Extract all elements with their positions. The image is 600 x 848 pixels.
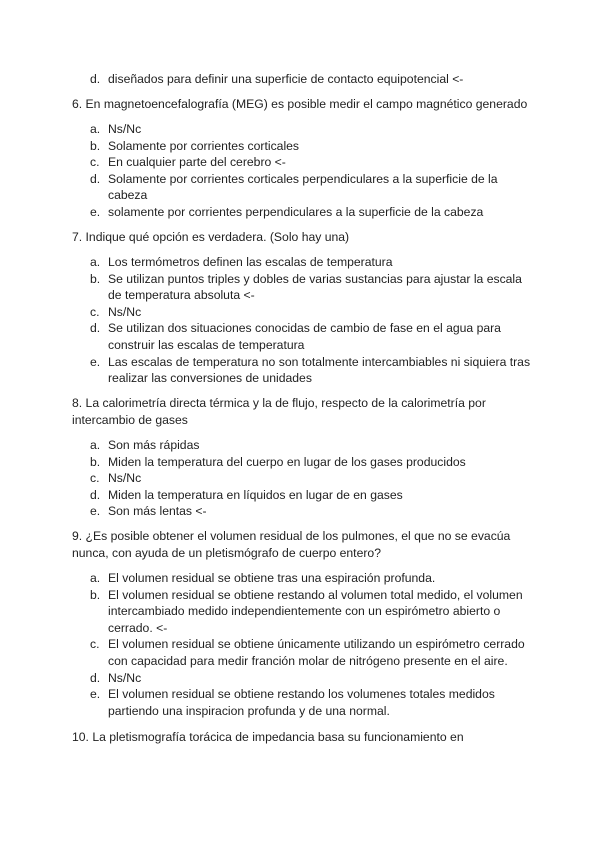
question-text: 7. Indique qué opción es verdadera. (Solo hay una)	[72, 230, 350, 244]
option-text: Las escalas de temperatura no son totalmente intercambiables ni siquiera tras realizar las conversiones de unidades	[108, 354, 531, 386]
option-b	[72, 138, 532, 155]
option-a	[72, 437, 532, 454]
option-d	[72, 71, 532, 88]
question-9-options	[72, 570, 532, 719]
option-c	[72, 470, 532, 487]
option-text: Son más lentas <-	[108, 504, 207, 519]
option-text: Son más rápidas	[108, 438, 200, 452]
option-letter: c.	[90, 471, 100, 486]
option-c	[72, 154, 532, 171]
option-letter: b.	[90, 271, 101, 286]
option-list	[72, 570, 532, 719]
option-text: Se utilizan puntos triples y dobles de varias sustancias para ajustar la escala de temperatura absoluta <-	[108, 271, 522, 303]
question-8	[72, 395, 542, 428]
option-d	[72, 171, 532, 204]
option-e	[72, 204, 532, 221]
option-letter: a.	[90, 571, 101, 585]
question-7-options	[72, 254, 532, 387]
question-10	[72, 729, 542, 746]
option-list	[72, 121, 532, 221]
option-letter: d.	[90, 72, 101, 86]
option-text: Ns/Nc	[108, 304, 142, 319]
option-letter: a.	[90, 438, 101, 452]
option-text: En cualquier parte del cerebro <-	[108, 155, 286, 170]
option-d	[72, 670, 532, 687]
option-list	[72, 254, 532, 387]
option-text: solamente por corrientes perpendiculares a la superficie de la cabeza	[108, 204, 484, 219]
option-e	[72, 686, 532, 719]
option-d	[72, 487, 532, 504]
option-a	[72, 254, 532, 271]
option-a	[72, 121, 532, 138]
option-text: Solamente por corrientes corticales	[108, 138, 300, 153]
option-text: El volumen residual se obtiene tras una espiración profunda.	[108, 571, 436, 585]
question-8-options	[72, 437, 532, 520]
option-letter: e.	[90, 687, 101, 702]
option-text: diseñados para definir una superficie de contacto equipotencial <-	[108, 72, 464, 86]
option-a	[72, 570, 532, 587]
option-letter: b.	[90, 587, 101, 602]
option-text: Ns/Nc	[108, 471, 142, 486]
option-list	[72, 71, 532, 88]
option-letter: a.	[90, 255, 101, 269]
option-text: Miden la temperatura en líquidos en lugar de en gases	[108, 487, 403, 502]
option-d	[72, 320, 532, 353]
option-text: El volumen residual se obtiene restando los volumenes totales medidos partiendo una inspiracion profunda y de una normal.	[108, 687, 495, 718]
option-letter: e.	[90, 504, 101, 519]
option-c	[72, 304, 532, 321]
option-text: Solamente por corrientes corticales perpendiculares a la superficie de la cabeza	[108, 171, 498, 203]
option-text: El volumen residual se obtiene únicamente utilizando un espirómetro cerrado con capacidad para medir franción molar de nitrógeno presente en el aire.	[108, 637, 525, 668]
option-e	[72, 503, 532, 520]
option-text: Se utilizan dos situaciones conocidas de cambio de fase en el agua para construir las escalas de temperatura	[108, 321, 501, 352]
question-6-options	[72, 121, 532, 221]
option-e	[72, 354, 532, 387]
option-letter: d.	[90, 171, 101, 186]
option-letter: d.	[90, 321, 101, 336]
option-letter: c.	[90, 304, 100, 319]
question-5-tail	[72, 71, 532, 88]
question-9	[72, 528, 542, 561]
option-letter: b.	[90, 454, 101, 469]
option-text: El volumen residual se obtiene restando al volumen total medido, el volumen intercambiado medido independientemente con un espirómetro abierto o cerrado. <-	[108, 587, 523, 635]
option-letter: e.	[90, 204, 101, 219]
question-text: 6. En magnetoencefalografía (MEG) es posible medir el campo magnético generado	[72, 97, 528, 111]
option-b	[72, 587, 532, 637]
question-7	[72, 229, 542, 246]
question-6	[72, 96, 542, 113]
option-text: Ns/Nc	[108, 122, 142, 136]
option-letter: d.	[90, 487, 101, 502]
option-letter: e.	[90, 354, 101, 369]
option-b	[72, 271, 532, 304]
question-text: 10. La pletismografía torácica de impedancia basa su funcionamiento en	[72, 730, 464, 744]
option-b	[72, 454, 532, 471]
option-letter: c.	[90, 155, 100, 170]
option-c	[72, 636, 532, 669]
question-text: 8. La calorimetría directa térmica y la de flujo, respecto de la calorimetría por intercambio de gases	[72, 396, 486, 427]
question-text: 9. ¿Es posible obtener el volumen residual de los pulmones, el que no se evacúa nunca, con ayuda de un pletismógrafo de cuerpo entero?	[72, 529, 511, 560]
option-letter: d.	[90, 670, 101, 685]
option-list	[72, 437, 532, 520]
option-letter: a.	[90, 122, 101, 136]
option-text: Miden la temperatura del cuerpo en lugar de los gases producidos	[108, 454, 466, 469]
option-text: Los termómetros definen las escalas de temperatura	[108, 255, 393, 269]
option-letter: c.	[90, 637, 100, 652]
option-text: Ns/Nc	[108, 670, 142, 685]
option-letter: b.	[90, 138, 101, 153]
